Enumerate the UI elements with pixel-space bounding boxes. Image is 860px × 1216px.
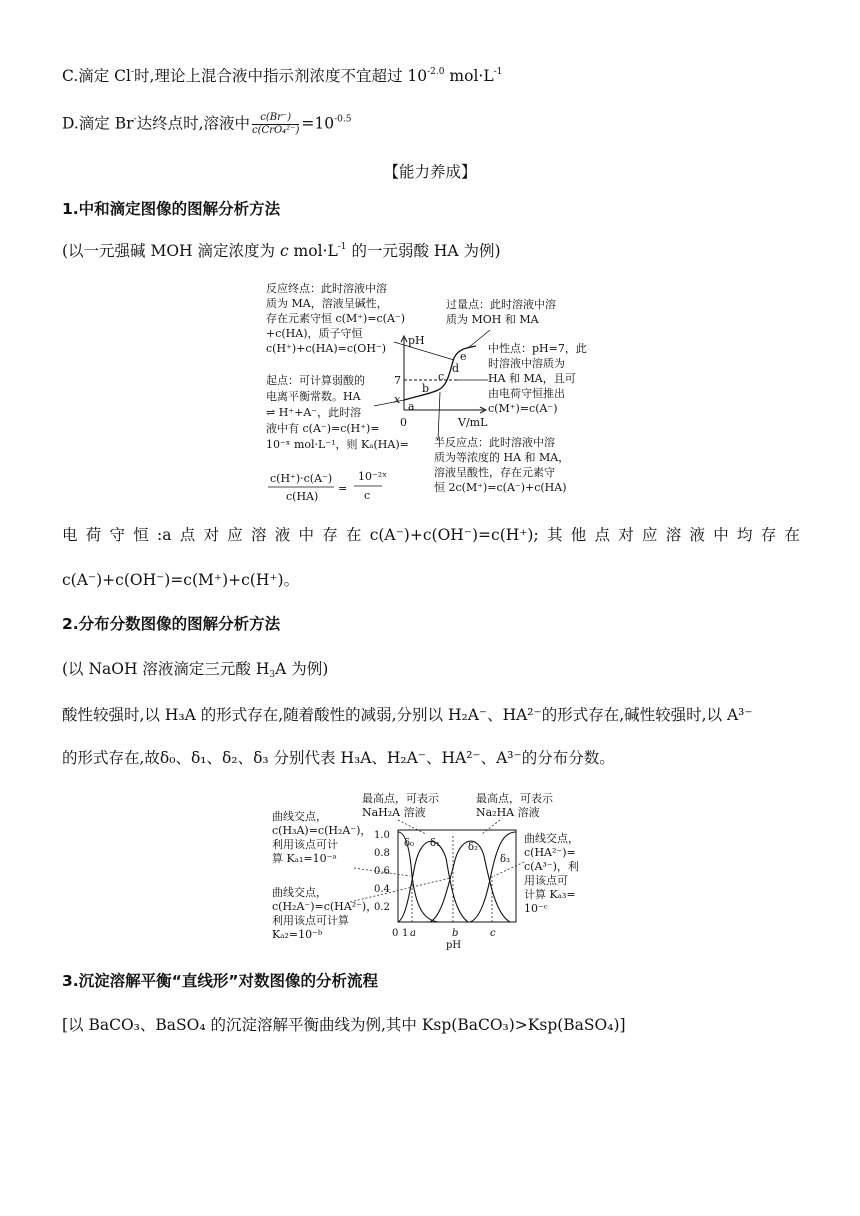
svg-text:算 Kₐ₁=10⁻ᵃ: 算 Kₐ₁=10⁻ᵃ (272, 852, 337, 865)
heading-1-note: (以一元强碱 MOH 滴定浓度为 c $mol\cdot L^{-1}$ 的一元弱酸 HA 为例) (62, 242, 501, 260)
svg-text:存在元素守恒 c(M⁺)=c(A⁻): 存在元素守恒 c(M⁺)=c(A⁻) (266, 312, 406, 325)
heading-3-note: [以 BaCO₃、BaSO₄ 的沉淀溶解平衡曲线为例,其中 Ksp(BaCO₃)>Ksp(BaSO₄)] (62, 1016, 626, 1034)
svg-text:0.2: 0.2 (374, 902, 390, 913)
point-b: b (422, 382, 430, 395)
svg-text:=: = (338, 482, 348, 495)
fig2-right (524, 831, 579, 915)
svg-text:b: b (452, 928, 459, 939)
heading-2-note: (以 NaOH 溶液滴定三元酸 $H_3A$ 为例) (62, 660, 329, 680)
fig1-ylabel: pH (408, 334, 425, 347)
svg-text:溶液呈酸性，存在元素守: 溶液呈酸性，存在元素守 (434, 466, 555, 479)
svg-text:δ₁: δ₁ (430, 838, 441, 849)
section-title: 【能力养成】 (383, 163, 477, 181)
svg-text:利用该点可计: 利用该点可计 (272, 838, 338, 851)
heading-3: 3.沉淀溶解平衡“直线形”对数图像的分析流程 (62, 972, 379, 990)
svg-text:中性点：pH=7，此: 中性点：pH=7，此 (488, 342, 587, 355)
point-c: c (438, 370, 445, 383)
svg-text:质为 MOH 和 MA: 质为 MOH 和 MA (446, 313, 539, 326)
svg-text:c(HA²⁻)=: c(HA²⁻)= (524, 846, 576, 859)
fig1-midright-annot (488, 341, 587, 415)
charge-line-2: c(A⁻)+c(OH⁻)=c(M⁺)+c(H⁺)。 (62, 571, 300, 589)
svg-text:c(H⁺)·c(A⁻): c(H⁺)·c(A⁻) (270, 472, 333, 485)
svg-text:c(HA): c(HA) (286, 490, 319, 502)
fig1-bottomright-annot (434, 435, 569, 494)
svg-text:最高点，可表示: 最高点，可表示 (362, 792, 439, 805)
ratio-fraction: $\frac{c(Br^-)}{\text{c(CrO₄²⁻)}}$ (252, 112, 300, 136)
fig2-top1 (362, 791, 440, 819)
svg-text:0.6: 0.6 (374, 866, 390, 877)
svg-text:⇌ H⁺+A⁻，此时溶: ⇌ H⁺+A⁻，此时溶 (266, 406, 362, 419)
fig2-curves (398, 832, 516, 922)
svg-text:由电荷守恒推出: 由电荷守恒推出 (488, 387, 565, 400)
svg-text:用该点可: 用该点可 (524, 874, 568, 887)
fig1-midleft-annot (266, 373, 409, 451)
svg-text:10⁻ˣ mol·L⁻¹，则 Kₐ(HA)=: 10⁻ˣ mol·L⁻¹，则 Kₐ(HA)= (266, 438, 409, 451)
fig1-x: x (394, 393, 401, 406)
fig1-topright-annot (446, 297, 556, 326)
svg-text:起点：可计算弱酸的: 起点：可计算弱酸的 (266, 374, 365, 387)
fig2-left2 (272, 885, 377, 941)
titration-figure (262, 280, 608, 502)
fig2-xlabel: pH (446, 940, 462, 951)
svg-text:+c(HA)，质子守恒: +c(HA)，质子守恒 (266, 327, 363, 340)
svg-text:质为 MA，溶液呈碱性，: 质为 MA，溶液呈碱性， (266, 297, 388, 310)
svg-text:计算 Kₐ₃=: 计算 Kₐ₃= (524, 888, 576, 901)
svg-text:c(A³⁻)，利: c(A³⁻)，利 (524, 860, 579, 873)
point-e: e (460, 350, 467, 363)
para-2-line-2: 的形式存在,故δ₀、δ₁、δ₂、δ₃ 分别代表 H₃A、H₂A⁻、HA²⁻、A³⁻的分布分数。 (62, 749, 615, 767)
svg-text:反应终点：此时溶液中溶: 反应终点：此时溶液中溶 (266, 282, 387, 295)
svg-text:δ₃: δ₃ (500, 854, 511, 865)
svg-text:1.0: 1.0 (374, 830, 390, 841)
svg-text:c(H₃A)=c(H₂A⁻)，: c(H₃A)=c(H₂A⁻)， (272, 824, 372, 837)
point-d: d (452, 362, 460, 375)
fig2-top2 (476, 791, 554, 819)
fig1-xlabel: V/mL (458, 416, 488, 429)
distribution-figure (270, 790, 610, 954)
svg-text:电离平衡常数。HA: 电离平衡常数。HA (266, 390, 361, 403)
svg-text:c(M⁺)=c(A⁻): c(M⁺)=c(A⁻) (488, 402, 558, 415)
svg-text:δ₀: δ₀ (404, 838, 415, 849)
svg-text:半反应点：此时溶液中溶: 半反应点：此时溶液中溶 (434, 436, 555, 449)
fig1-seven: 7 (394, 374, 401, 387)
svg-text:曲线交点，: 曲线交点， (272, 886, 327, 899)
svg-text:曲线交点，: 曲线交点， (272, 810, 327, 823)
svg-text:δ₂: δ₂ (468, 842, 479, 853)
para-2-line-1: 酸性较强时,以 H₃A 的形式存在,随着酸性的减弱,分别以 H₂A⁻、HA²⁻的形式存在,碱性较强时,以 A³⁻ (62, 706, 753, 724)
svg-text:0.8: 0.8 (374, 848, 390, 859)
svg-text:HA 和 MA，且可: HA 和 MA，且可 (488, 372, 576, 385)
svg-text:质为等浓度的 HA 和 MA，: 质为等浓度的 HA 和 MA， (434, 451, 570, 464)
svg-text:c: c (490, 928, 496, 939)
svg-text:c: c (364, 489, 371, 502)
heading-1: 1.中和滴定图像的图解分析方法 (62, 200, 281, 218)
fig2-xticks (392, 928, 496, 939)
point-a: a (408, 400, 415, 413)
svg-text:c(H⁺)+c(HA)=c(OH⁻): c(H⁺)+c(HA)=c(OH⁻) (266, 342, 387, 355)
svg-text:最高点，可表示: 最高点，可表示 (476, 792, 553, 805)
svg-text:Kₐ₂=10⁻ᵇ: Kₐ₂=10⁻ᵇ (272, 928, 323, 941)
svg-text:10⁻²ˣ: 10⁻²ˣ (358, 470, 387, 483)
svg-text:1: 1 (402, 928, 409, 939)
svg-text:液中有 c(A⁻)=c(H⁺)=: 液中有 c(A⁻)=c(H⁺)= (266, 422, 380, 435)
svg-text:时溶液中溶质为: 时溶液中溶质为 (488, 357, 565, 370)
fig1-topleft-annot (266, 281, 405, 355)
option-c: C.滴定 Cl-时,理论上混合液中指示剂浓度不宜超过 $10^{-2.0}$ $mol\cdot L^{-1}$ (62, 67, 503, 85)
svg-text:0: 0 (392, 928, 399, 939)
fig2-left1 (272, 809, 371, 865)
svg-text:Na₂HA 溶液: Na₂HA 溶液 (476, 806, 540, 819)
svg-text:NaH₂A 溶液: NaH₂A 溶液 (362, 806, 426, 819)
ka-fraction (268, 470, 387, 502)
svg-text:曲线交点，: 曲线交点， (524, 832, 579, 845)
svg-text:a: a (410, 928, 416, 939)
charge-line-1: 电 荷 守 恒 :a 点 对 应 溶 液 中 存 在 c(A⁻)+c(OH⁻)=c(H⁺); 其 他 点 对 应 溶 液 中 均 存 在 (62, 526, 800, 544)
svg-text:c(H₂A⁻)=c(HA²⁻)，: c(H₂A⁻)=c(HA²⁻)， (272, 900, 378, 913)
svg-text:10⁻ᶜ: 10⁻ᶜ (524, 902, 548, 915)
option-d: D.滴定 Br-达终点时,溶液中 $\frac{c(Br^-)}{\text{c(CrO₄²⁻)}}$ $=10^{-0.5}$ (62, 112, 352, 136)
fig1-origin: 0 (400, 416, 407, 429)
svg-text:过量点：此时溶液中溶: 过量点：此时溶液中溶 (446, 298, 556, 311)
svg-text:0.4: 0.4 (374, 884, 390, 895)
heading-2: 2.分布分数图像的图解分析方法 (62, 615, 281, 633)
svg-text:利用该点可计算: 利用该点可计算 (272, 914, 349, 927)
svg-text:恒 2c(M⁺)=c(A⁻)+c(HA): 恒 2c(M⁺)=c(A⁻)+c(HA) (434, 481, 567, 494)
